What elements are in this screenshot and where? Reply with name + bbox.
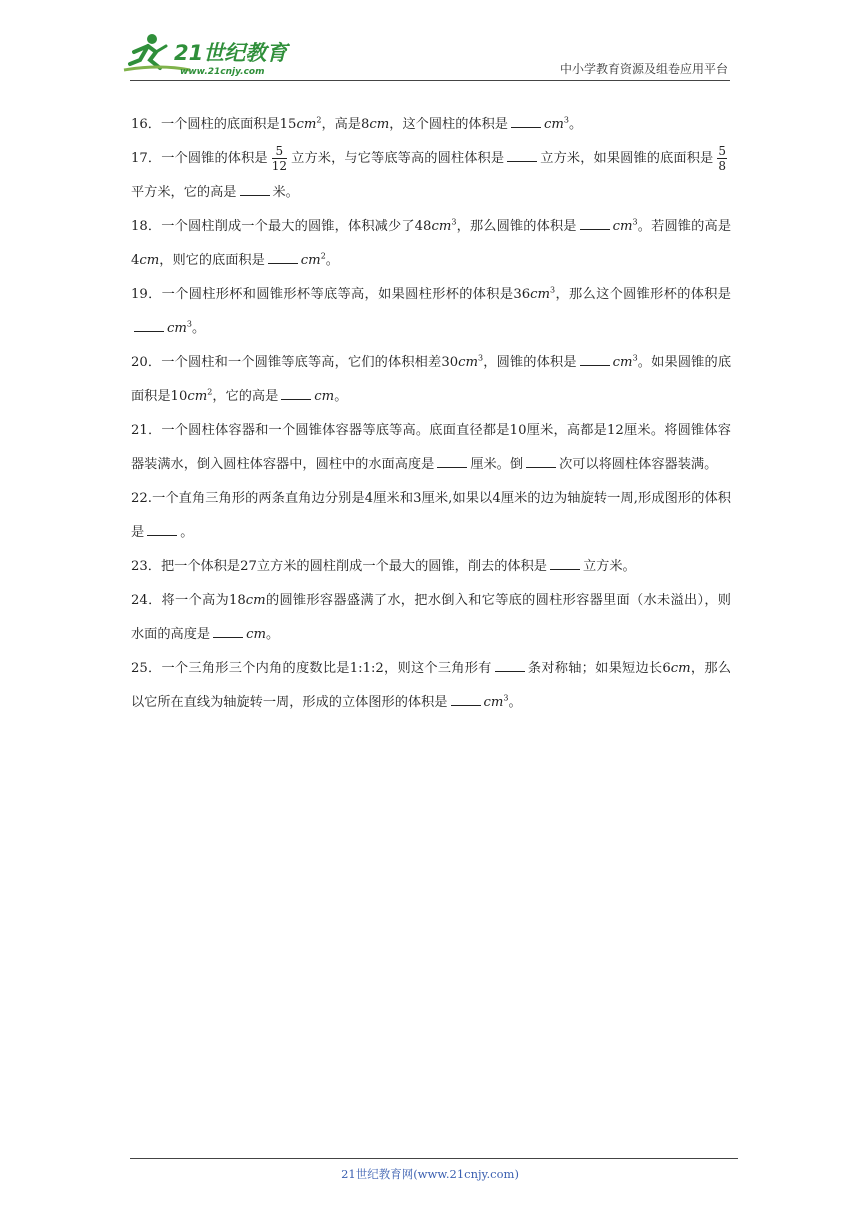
answer-blank[interactable] [268, 251, 298, 264]
answer-blank[interactable] [451, 693, 481, 706]
question-24: 24．将一个高为18cm的圆锥形容器盛满了水，把水倒入和它等底的圆柱形容器里面（水未溢出），则水面的高度是 cm。 [131, 593, 731, 642]
answer-blank[interactable] [147, 523, 177, 536]
answer-blank[interactable] [550, 557, 580, 570]
answer-blank[interactable] [580, 353, 610, 366]
answer-blank[interactable] [437, 455, 467, 468]
answer-blank[interactable] [240, 183, 270, 196]
question-21: 21．一个圆柱体容器和一个圆锥体容器等底等高。底面直径都是10厘米，高都是12厘米。将圆锥体容器装满水，倒入圆柱体容器中，圆柱中的水面高度是 厘米。倒 次可以将圆柱体容器装满。 [131, 423, 731, 472]
answer-blank[interactable] [511, 115, 541, 128]
svg-text:www.21cnjy.com: www.21cnjy.com [180, 67, 265, 77]
header-divider [130, 80, 730, 81]
question-19: 19．一个圆柱形杯和圆锥形杯等底等高，如果圆柱形杯的体积是$36cm^3$，那么这个圆锥形杯的体积是$cm^3$。 [131, 285, 731, 336]
page-header [120, 30, 740, 82]
question-20: 20．一个圆柱和一个圆锥等底等高，它们的体积相差$30cm^3$，圆锥的体积是 $cm^3$。如果圆锥的底面积是$10cm^2$，它的高是 cm。 [131, 353, 732, 404]
fraction: $\frac{5}{12}$ [271, 144, 288, 173]
footer-divider [130, 1158, 738, 1159]
platform-title: 中小学教育资源及组卷应用平台 [559, 62, 728, 76]
footer-link[interactable]: 21世纪教育网(www.21cnjy.com) [341, 1167, 519, 1181]
logo [120, 30, 290, 78]
question-list [131, 108, 731, 720]
question-25: 25．一个三角形三个内角的度数比是1:1:2，则这个三角形有 条对称轴；如果短边长6cm，那么以它所在直线为轴旋转一周，形成的立体图形的体积是 $cm^3$。 [131, 661, 732, 710]
answer-blank[interactable] [507, 149, 537, 162]
answer-blank[interactable] [281, 387, 311, 400]
answer-blank[interactable] [134, 319, 164, 332]
answer-blank[interactable] [580, 217, 610, 230]
answer-blank[interactable] [495, 659, 525, 672]
question-23: 23．把一个体积是27立方米的圆柱削成一个最大的圆锥，削去的体积是 立方米。 [131, 559, 636, 574]
question-17: 17．一个圆锥的体积是 $\frac{5}{12}$ 立方米，与它等底等高的圆柱体积是 立方米，如果圆锥的底面积是 $\frac{5}{8}$ 平方米，它的高是 米。 [131, 144, 727, 200]
answer-blank[interactable] [213, 625, 243, 638]
svg-text:21世纪教育: 21世纪教育 [174, 41, 288, 65]
answer-blank[interactable] [526, 455, 556, 468]
runner-logo-icon [120, 30, 290, 78]
question-18: 18．一个圆柱削成一个最大的圆锥，体积减少了$48cm^3$，那么圆锥的体积是 $cm^3$。若圆锥的高是4cm，则它的底面积是 $cm^2$。 [131, 217, 732, 268]
fraction: $\frac{5}{8}$ [718, 144, 727, 173]
question-16: 16．一个圆柱的底面积是$15cm^2$，高是8cm，这个圆柱的体积是 $cm^3$。 [131, 115, 583, 132]
question-22: 22.一个直角三角形的两条直角边分别是4厘米和3厘米,如果以4厘米的边为轴旋转一周,形成图形的体积是 。 [131, 491, 731, 540]
